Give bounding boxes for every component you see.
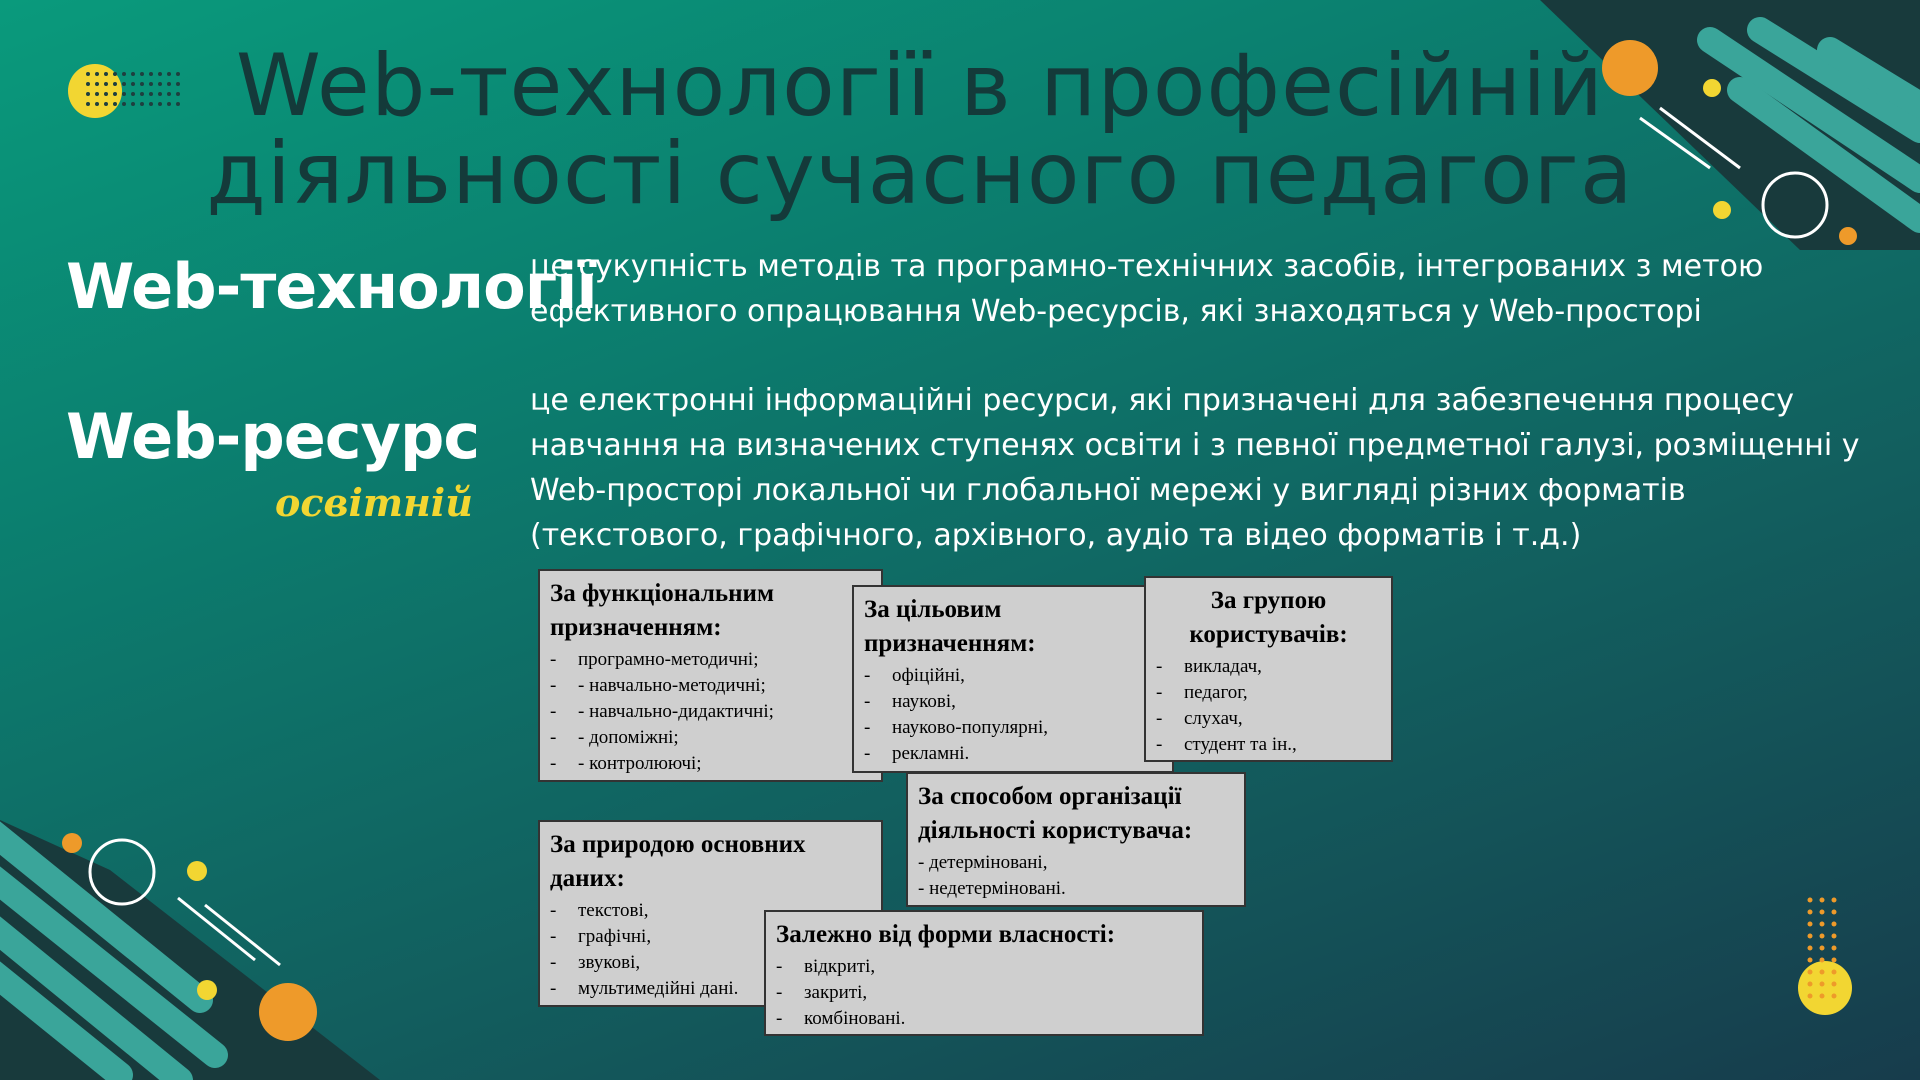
list-item: - - допоміжні; <box>550 725 871 751</box>
list-item: - відкриті, <box>776 954 1192 980</box>
list-item: - науково-популярні, <box>864 715 1162 741</box>
box-heading-line: діяльності користувача: <box>918 817 1193 844</box>
box-heading-line: користувачів: <box>1189 621 1348 648</box>
list-item: - викладач, <box>1156 654 1381 680</box>
box-list <box>918 850 1234 902</box>
list-item: - текстові, <box>550 898 871 924</box>
box-heading-line: За функціональним <box>550 580 774 607</box>
box-list <box>550 647 871 777</box>
definition-web-technologies <box>530 244 1890 334</box>
box-heading <box>550 577 871 645</box>
title-line-2: діяльності сучасного педагога <box>206 124 1634 224</box>
list-item: - звукові, <box>550 950 871 976</box>
list-item: - - навчально-методичні; <box>550 673 871 699</box>
box-heading-line: призначенням: <box>864 630 1036 657</box>
list-item: - - навчально-дидактичні; <box>550 699 871 725</box>
definition-line: це сукупність методів та програмно-технічних засобів, інтегрованих з метою <box>530 249 1764 284</box>
list-item: - - контролюючі; <box>550 751 871 777</box>
box-ownership-form <box>764 910 1204 1036</box>
list-item: - програмно-методичні; <box>550 647 871 673</box>
decor-top-left-dots <box>60 60 200 130</box>
box-heading <box>1156 584 1381 652</box>
box-heading <box>918 780 1234 848</box>
box-heading-line: За способом організації <box>918 783 1182 810</box>
definition-line: навчання на визначених ступенях освіти і з певної предметної галузі, розміщенні у <box>530 428 1860 463</box>
list-item: - наукові, <box>864 689 1162 715</box>
list-item: - закриті, <box>776 980 1192 1006</box>
box-functional-purpose <box>538 569 883 782</box>
list-item: - комбіновані. <box>776 1006 1192 1032</box>
box-list <box>864 663 1162 767</box>
box-heading-line: призначенням: <box>550 614 722 641</box>
term-web-technologies: Web-технології <box>66 250 597 323</box>
box-heading <box>776 918 1192 952</box>
box-heading-line: За групою <box>1210 587 1327 614</box>
definition-web-resource <box>530 378 1900 558</box>
definition-line: Web-просторі локальної чи глобальної мережі у вигляді різних форматів <box>530 473 1686 508</box>
list-item: - слухач, <box>1156 706 1381 732</box>
list-item: - офіційні, <box>864 663 1162 689</box>
box-user-group <box>1144 576 1393 762</box>
definition-line: це електронні інформаційні ресурси, які призначені для забезпечення процесу <box>530 383 1794 418</box>
list-item: - графічні, <box>550 924 871 950</box>
page-title <box>200 36 1640 224</box>
definition-line: (текстового, графічного, архівного, аудіо та відео форматів і т.д.) <box>530 518 1582 553</box>
box-heading <box>550 828 871 896</box>
term-web-resource: Web-ресурс <box>66 400 480 473</box>
box-heading-line: За природою основних <box>550 831 806 858</box>
box-heading-line: За цільовим <box>864 596 1002 623</box>
title-line-1: Web-технології в професійній <box>235 36 1605 136</box>
list-item: - педагог, <box>1156 680 1381 706</box>
subterm-educational: освітній <box>275 480 473 525</box>
decor-bottom-left <box>0 800 380 1080</box>
box-activity-organization <box>906 772 1246 907</box>
list-item: - недетерміновані. <box>918 878 1066 899</box>
list-item: - детерміновані, <box>918 852 1048 873</box>
box-heading-line: даних: <box>550 865 625 892</box>
box-target-purpose <box>852 585 1174 773</box>
list-item: - студент та ін., <box>1156 732 1381 758</box>
definition-line: ефективного опрацювання Web-ресурсів, які знаходяться у Web-просторі <box>530 294 1702 329</box>
box-list <box>776 954 1192 1032</box>
box-heading <box>864 593 1162 661</box>
decor-bottom-right-dots <box>1790 890 1860 1020</box>
box-list <box>1156 654 1381 758</box>
box-heading-line: Залежно від форми власності: <box>776 921 1116 948</box>
list-item: - мультимедійні дані. <box>550 976 871 1002</box>
list-item: - рекламні. <box>864 741 1162 767</box>
